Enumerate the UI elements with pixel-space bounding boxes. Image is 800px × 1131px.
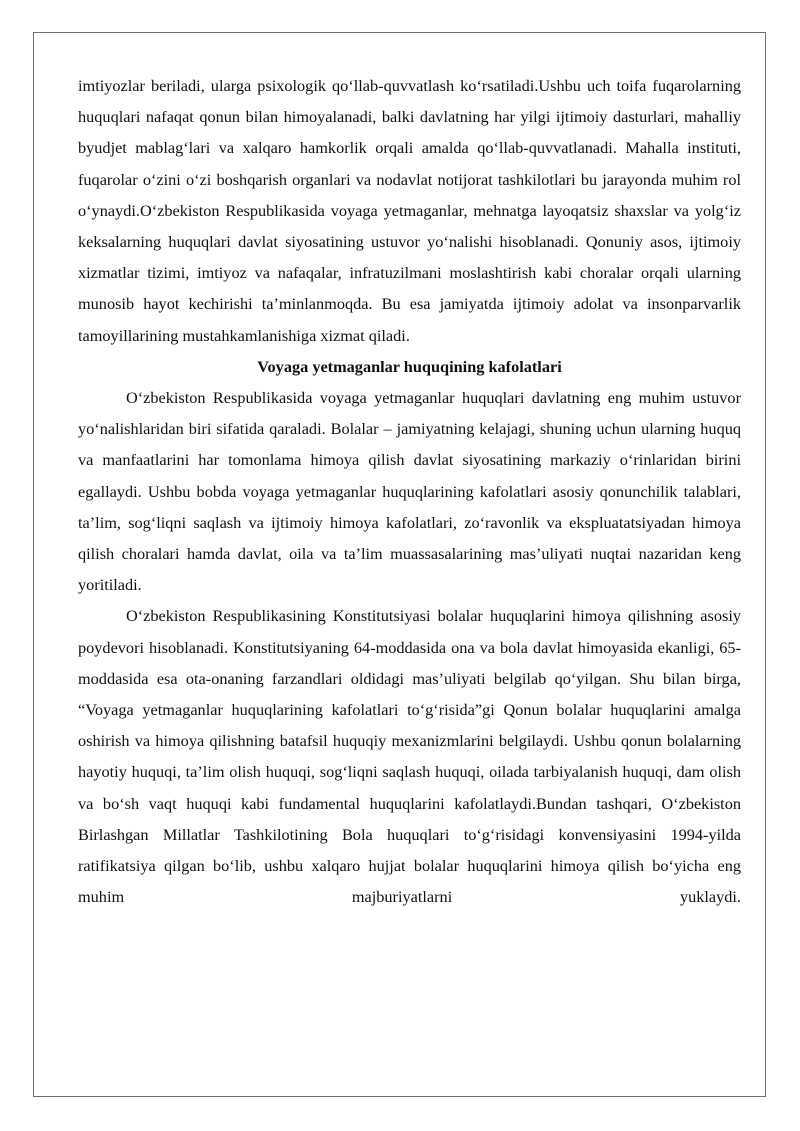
document-body	[78, 70, 741, 912]
section-heading: Voyaga yetmaganlar huquqining kafolatlari	[257, 356, 562, 376]
body-paragraph-1: imtiyozlar beriladi, ularga psixologik qo‘llab-quvvatlash ko‘rsatiladi.Ushbu uch toifa fuqarolarning huquqlari nafaqat qonun bilan himoyalanadi, balki davlatning har yilgi ijtimoiy dasturlari, mahalliy byudjet mablag‘lari va xalqaro hamkorlik orqali amalda qo‘llab-quvvatlanadi. Mahalla instituti, fuqarolar o‘zini o‘zi boshqarish organlari va nodavlat notijorat tashkilotlari bu jarayonda muhim rol o‘ynaydi.O‘zbekiston Respublikasida voyaga yetmaganlar, mehnatga layoqatsiz shaxslar va yolg‘iz keksalarning huquqlari davlat siyosatining ustuvor yo‘nalishi hisoblanadi. Qonuniy asos, ijtimoiy xizmatlar tizimi, imtiyoz va nafaqalar, infratuzilmani moslashtirish kabi choralar orqali ularning munosib hayot kechirishi ta’minlanmoqda. Bu esa jamiyatda ijtimoiy adolat va insonparvarlik tamoyillarining mustahkamlanishiga xizmat qiladi.	[78, 76, 741, 345]
body-paragraph-3: O‘zbekiston Respublikasining Konstitutsiyasi bolalar huquqlarini himoya qilishning asosiy poydevori hisoblanadi. Konstitutsiyaning 64-moddasida ona va bola davlat himoyasida ekanligi, 65-moddasida esa ota-onaning farzandlari oldidagi mas’uliyati belgilab qo‘yilgan. Shu bilan birga, “Voyaga yetmaganlar huquqlarining kafolatlari to‘g‘risida”gi Qonun bolalar huquqlarini amalga oshirish va himoya qilishning batafsil huquqiy mexanizmlarini belgilaydi. Ushbu qonun bolalarning hayotiy huquqi, ta’lim olish huquqi, sog‘liqni saqlash huquqi, oilada tarbiyalanish huquqi, dam olish va bo‘sh vaqt huquqi kabi fundamental huquqlarini kafolatlaydi.Bundan tashqari, O‘zbekiston Birlashgan Millatlar Tashkilotining Bola huquqlari to‘g‘risidagi konvensiyasini 1994-yilda ratifikatsiya qilgan bo‘lib, ushbu xalqaro hujjat bolalar huquqlarini himoya qilish bo‘yicha eng muhim majburiyatlarni yuklaydi.	[78, 606, 741, 907]
body-paragraph-2: O‘zbekiston Respublikasida voyaga yetmaganlar huquqlari davlatning eng muhim ustuvor yo‘nalishlaridan biri sifatida qaraladi. Bolalar – jamiyatning kelajagi, shuning uchun ularning huquq va manfaatlarini har tomonlama himoya qilish davlat siyosatining markaziy o‘rinlaridan birini egallaydi. Ushbu bobda voyaga yetmaganlar huquqlarining kafolatlari asosiy qonunchilik talablari, ta’lim, sog‘liqni saqlash va ijtimoiy himoya kafolatlari, zo‘ravonlik va ekspluatatsiyadan himoya qilish choralari hamda davlat, oila va ta’lim muassasalarining mas’uliyati nuqtai nazaridan keng yoritiladi.	[78, 388, 741, 595]
